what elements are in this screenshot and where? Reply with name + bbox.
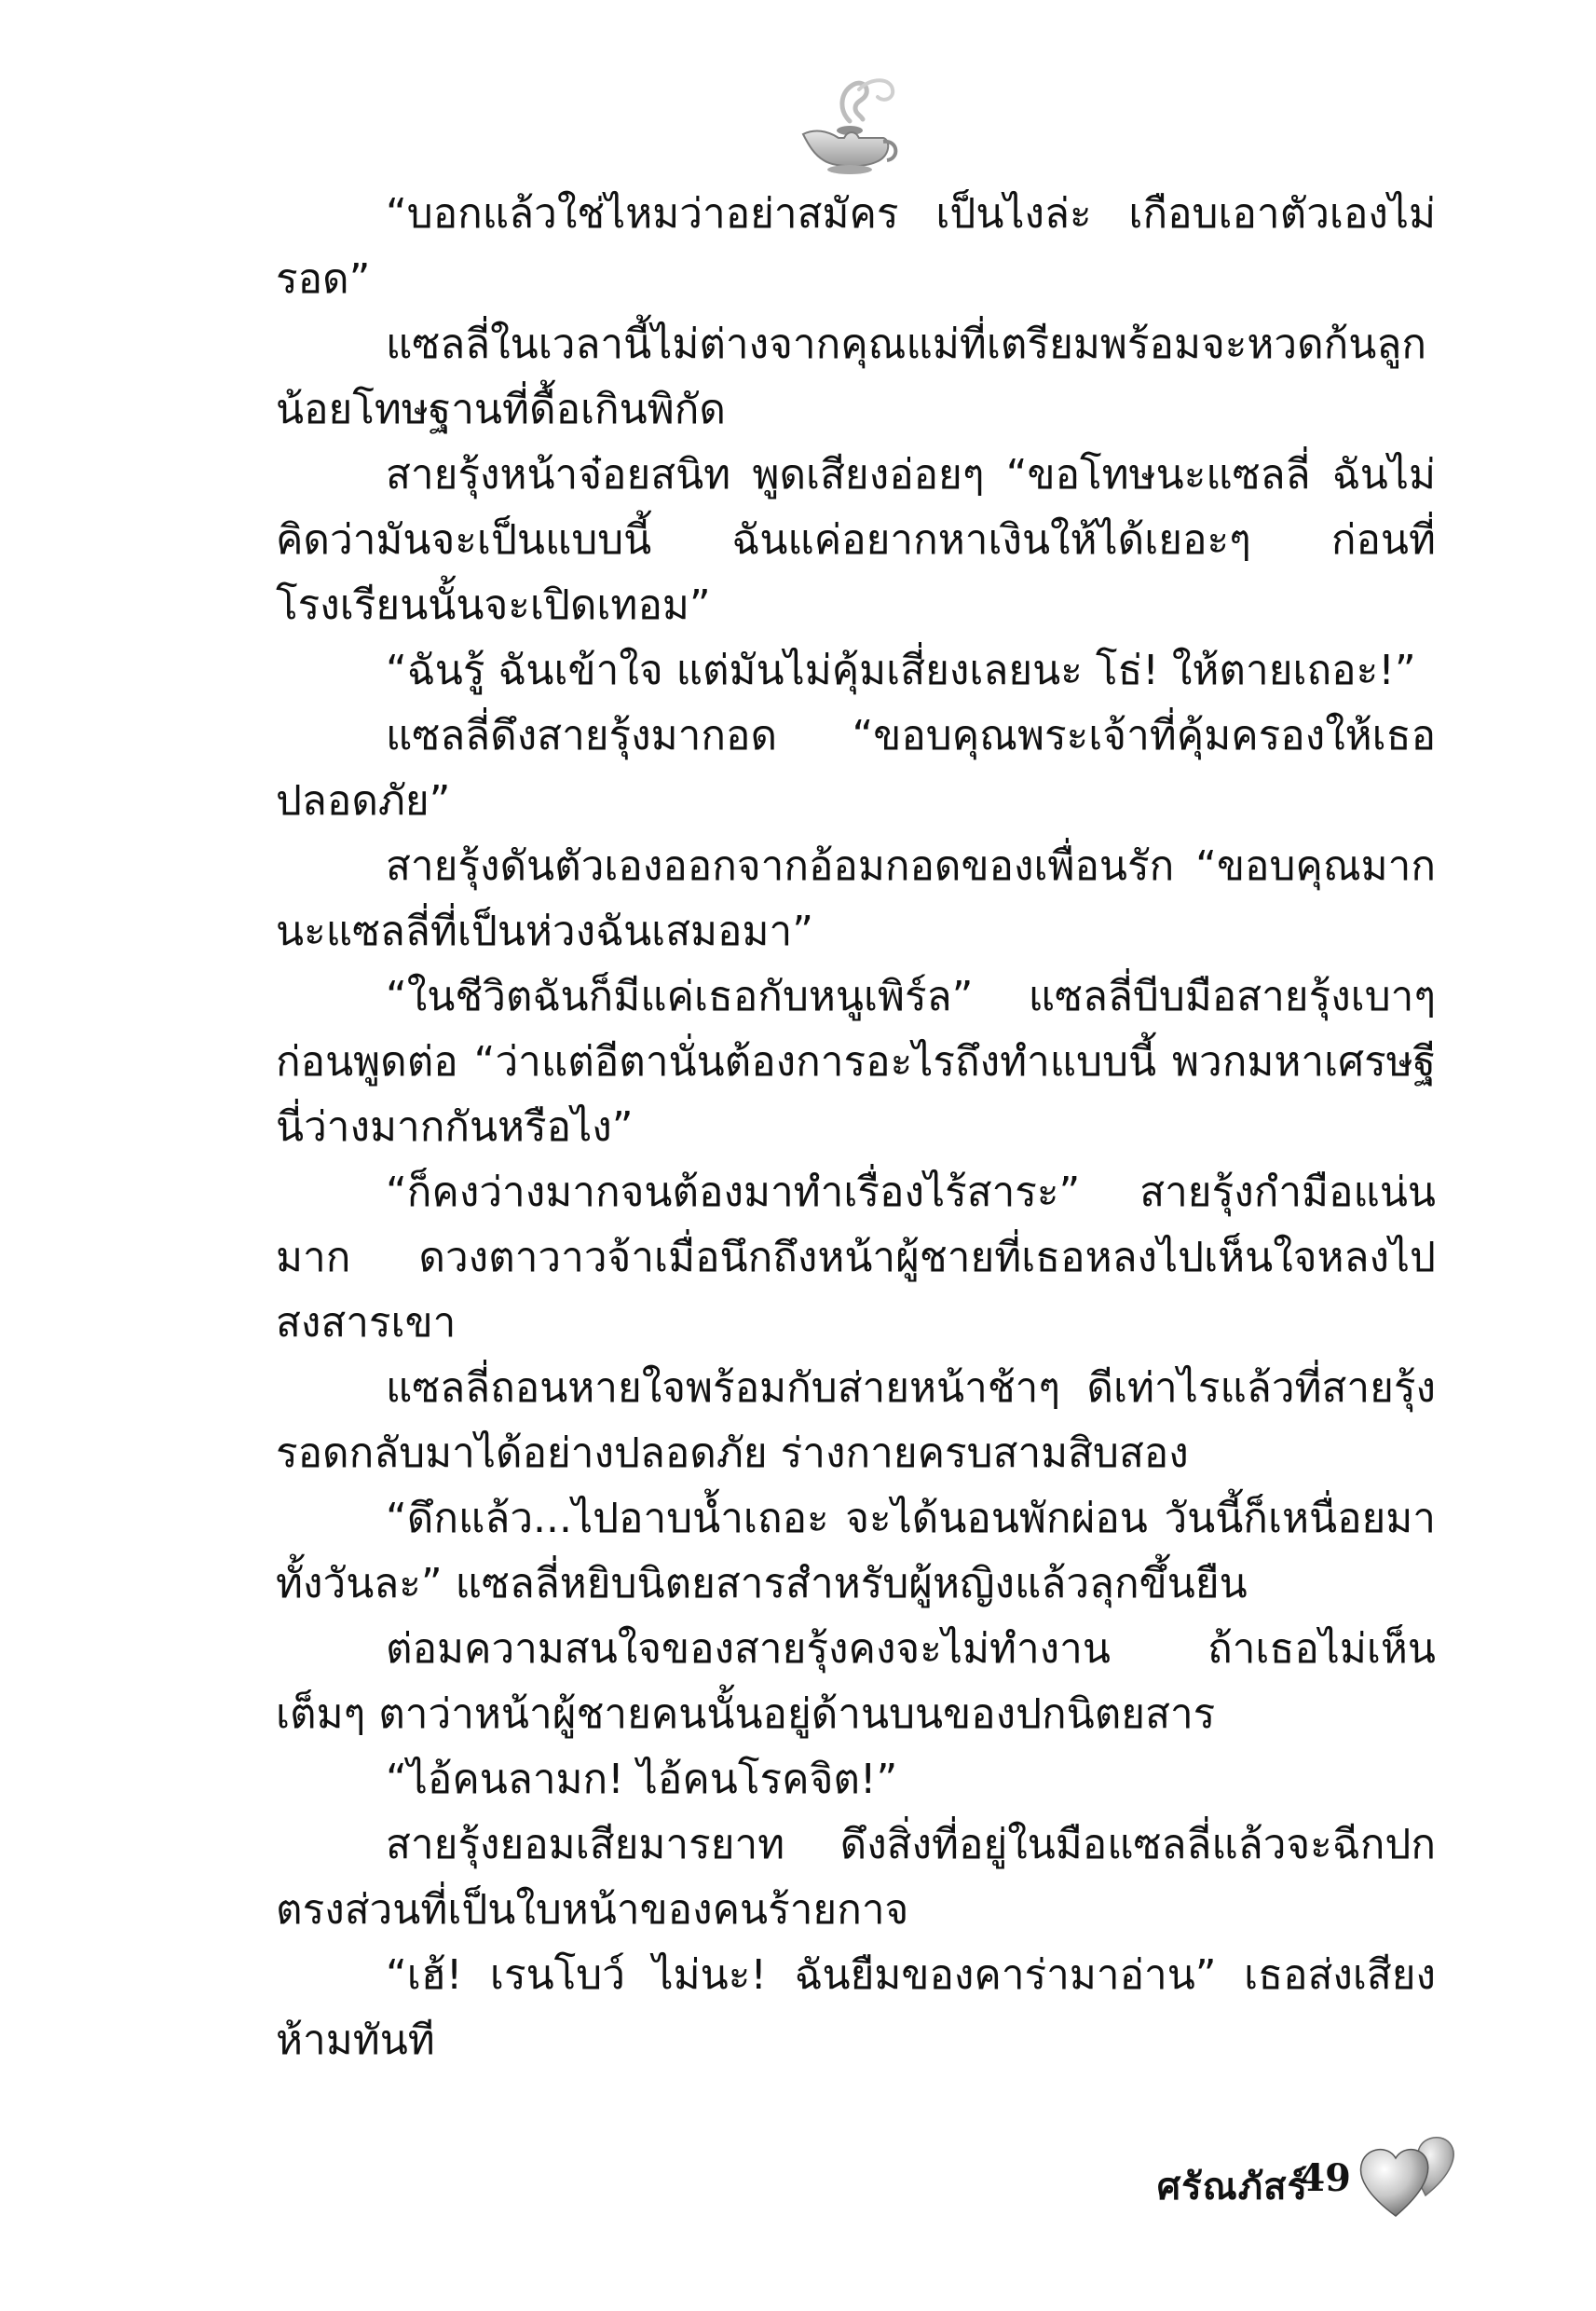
genie-lamp-icon (794, 73, 904, 177)
page-number: 49 (1299, 2156, 1351, 2200)
paragraph: “ในชีวิตฉันก็มีแค่เธอกับหนูเพิร์ล” แซลลี่บีบมือสายรุ้งเบาๆ ก่อนพูดต่อ “ว่าแต่อีตานั่นต้องการอะไรถึงทำแบบนี้ พวกมหาเศรษฐีนี่ว่างมากกันหรือไง” (276, 973, 1436, 1151)
paragraph: “ฉันรู้ ฉันเข้าใจ แต่มันไม่คุ้มเสี่ยงเลยนะ โธ่! ให้ตายเถอะ!” (386, 647, 1416, 694)
paragraph: สายรุ้งหน้าจ๋อยสนิท พูดเสียงอ่อยๆ “ขอโทษนะแซลลี่ ฉันไม่คิดว่ามันจะเป็นแบบนี้ ฉันแค่อยากหาเงินให้ได้เยอะๆ ก่อนที่โรงเรียนนั้นจะเปิดเทอม” (276, 451, 1436, 629)
paragraph: “บอกแล้วใช่ไหมว่าอย่าสมัคร เป็นไงล่ะ เกือบเอาตัวเองไม่รอด” (276, 190, 1436, 303)
paragraph: แซลลี่ถอนหายใจพร้อมกับส่ายหน้าช้าๆ ดีเท่าไรแล้วที่สายรุ้งรอดกลับมาได้อย่างปลอดภัย ร่างกายครบสามสิบสอง (276, 1364, 1436, 1477)
paragraph: แซลลี่ในเวลานี้ไม่ต่างจากคุณแม่ที่เตรียมพร้อมจะหวดก้นลูกน้อยโทษฐานที่ดื้อเกินพิกัด (276, 321, 1426, 433)
paragraph: สายรุ้งยอมเสียมารยาท ดึงสิ่งที่อยู่ในมือแซลลี่แล้วจะฉีกปกตรงส่วนที่เป็นใบหน้าของคนร้ายกาจ (276, 1821, 1436, 1934)
paragraph: “ดึกแล้ว...ไปอาบน้ำเถอะ จะได้นอนพักผ่อน วันนี้ก็เหนื่อยมาทั้งวันละ” แซลลี่หยิบนิตยสารสำหรับผู้หญิงแล้วลุกขึ้นยืน (276, 1495, 1436, 1607)
paragraph: “เฮ้! เรนโบว์ ไม่นะ! ฉันยืมของคาร่ามาอ่าน” เธอส่งเสียงห้ามทันที (276, 1951, 1436, 2064)
paragraph: แซลลี่ดึงสายรุ้งมากอด “ขอบคุณพระเจ้าที่คุ้มครองให้เธอปลอดภัย” (276, 712, 1436, 825)
paragraph: “ก็คงว่างมากจนต้องมาทำเรื่องไร้สาระ” สายรุ้งกำมือแน่นมาก ดวงตาวาวจ้าเมื่อนึกถึงหน้าผู้ชายที่เธอหลงไปเห็นใจหลงไปสงสารเขา (276, 1169, 1436, 1347)
paragraph: สายรุ้งดันตัวเองออกจากอ้อมกอดของเพื่อนรัก “ขอบคุณมากนะแซลลี่ที่เป็นห่วงฉันเสมอมา” (276, 842, 1436, 955)
paragraph: “ไอ้คนลามก! ไอ้คนโรคจิต!” (386, 1756, 898, 1803)
paragraph: ต่อมความสนใจของสายรุ้งคงจะไม่ทำงาน ถ้าเธอไม่เห็นเต็มๆ ตาว่าหน้าผู้ชายคนนั้นอยู่ด้านบนของปกนิตยสาร (276, 1625, 1436, 1738)
hearts-icon (1353, 2126, 1463, 2220)
page-footer (1053, 2125, 1481, 2227)
story-text (276, 182, 1436, 2073)
author-name: ศรัณภัสร์ (1156, 2165, 1308, 2208)
